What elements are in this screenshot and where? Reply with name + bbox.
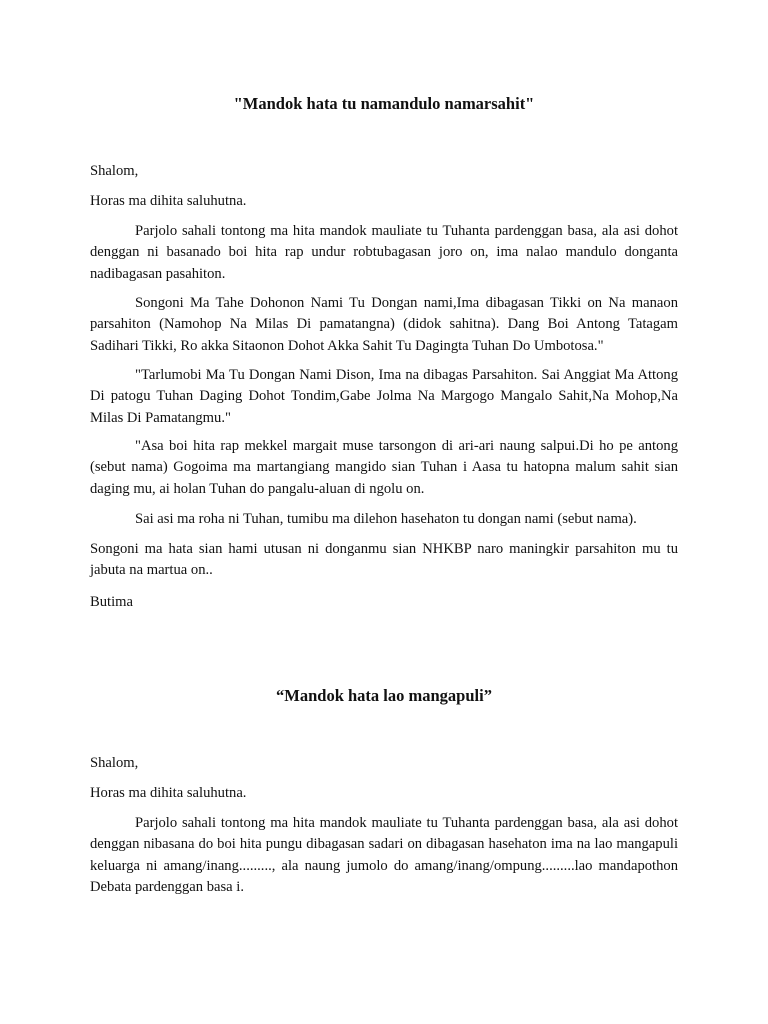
section1-title: "Mandok hata tu namandulo namarsahit" [233, 94, 535, 113]
section1-salutation: Horas ma dihita saluhutna. [90, 193, 247, 209]
section1-paragraph-6: Songoni ma hata sian hami utusan ni donganmu sian NHKBP naro maningkir parsahiton mu tu jabuta na martua on.. [90, 541, 678, 579]
section1-paragraph-4: "Asa boi hita rap mekkel margait muse tarsongon di ari-ari naung salpui.Di ho pe antong (sebut nama) Gogoima ma martangiang mangido sian Tuhan i Aasa tu hatopna malum sahit sian daging mu, ai holan Tuhan do pangalu-aluan di ngolu on. [90, 438, 678, 497]
section1-paragraph-1: Parjolo sahali tontong ma hita mandok mauliate tu Tuhanta pardenggan basa, ala asi dohot denggan ni basanado boi hita rap undur robtubagasan joro on, ima nalao mandulo donganta nadibagasan pasahiton. [90, 223, 678, 282]
section1-paragraph-3: "Tarlumobi Ma Tu Dongan Nami Dison, Ima na dibagas Parsahiton. Sai Anggiat Ma Attong Di patogu Tuhan Daging Dohot Tondim,Gabe Jolma Na Margogo Mangalo Sahit,Na Mohop,Na Milas Di Pamatangmu." [90, 367, 678, 426]
section1-paragraph-5: Sai asi ma roha ni Tuhan, tumibu ma dilehon hasehaton tu dongan nami (sebut nama). [135, 511, 637, 527]
section1-closing: Butima [90, 594, 133, 610]
section2-paragraph-1: Parjolo sahali tontong ma hita mandok mauliate tu Tuhanta pardenggan basa, ala asi dohot denggan nibasana do boi hita pungu dibagasan sadari on dibagasan hasehaton ima na lao mangapuli keluarga ni amang/inang........., ala naung jumolo do amang/inang/ompung.........lao mandapothon Debata pardenggan basa i. [90, 815, 678, 896]
section2-greeting: Shalom, [90, 755, 139, 771]
section2-title: “Mandok hata lao mangapuli” [276, 686, 492, 705]
section1-greeting: Shalom, [90, 163, 139, 179]
section2-salutation: Horas ma dihita saluhutna. [90, 785, 247, 801]
section1-paragraph-2: Songoni Ma Tahe Dohonon Nami Tu Dongan nami,Ima dibagasan Tikki on Na manaon parsahiton (Namohop Na Milas Di pamatangna) (didok sahitna). Dang Boi Antong Tatagam Sadihari Tikki, Ro akka Sitaonon Dohot Akka Sahit Tu Dagingta Tuhan Do Umbotosa." [90, 295, 678, 354]
